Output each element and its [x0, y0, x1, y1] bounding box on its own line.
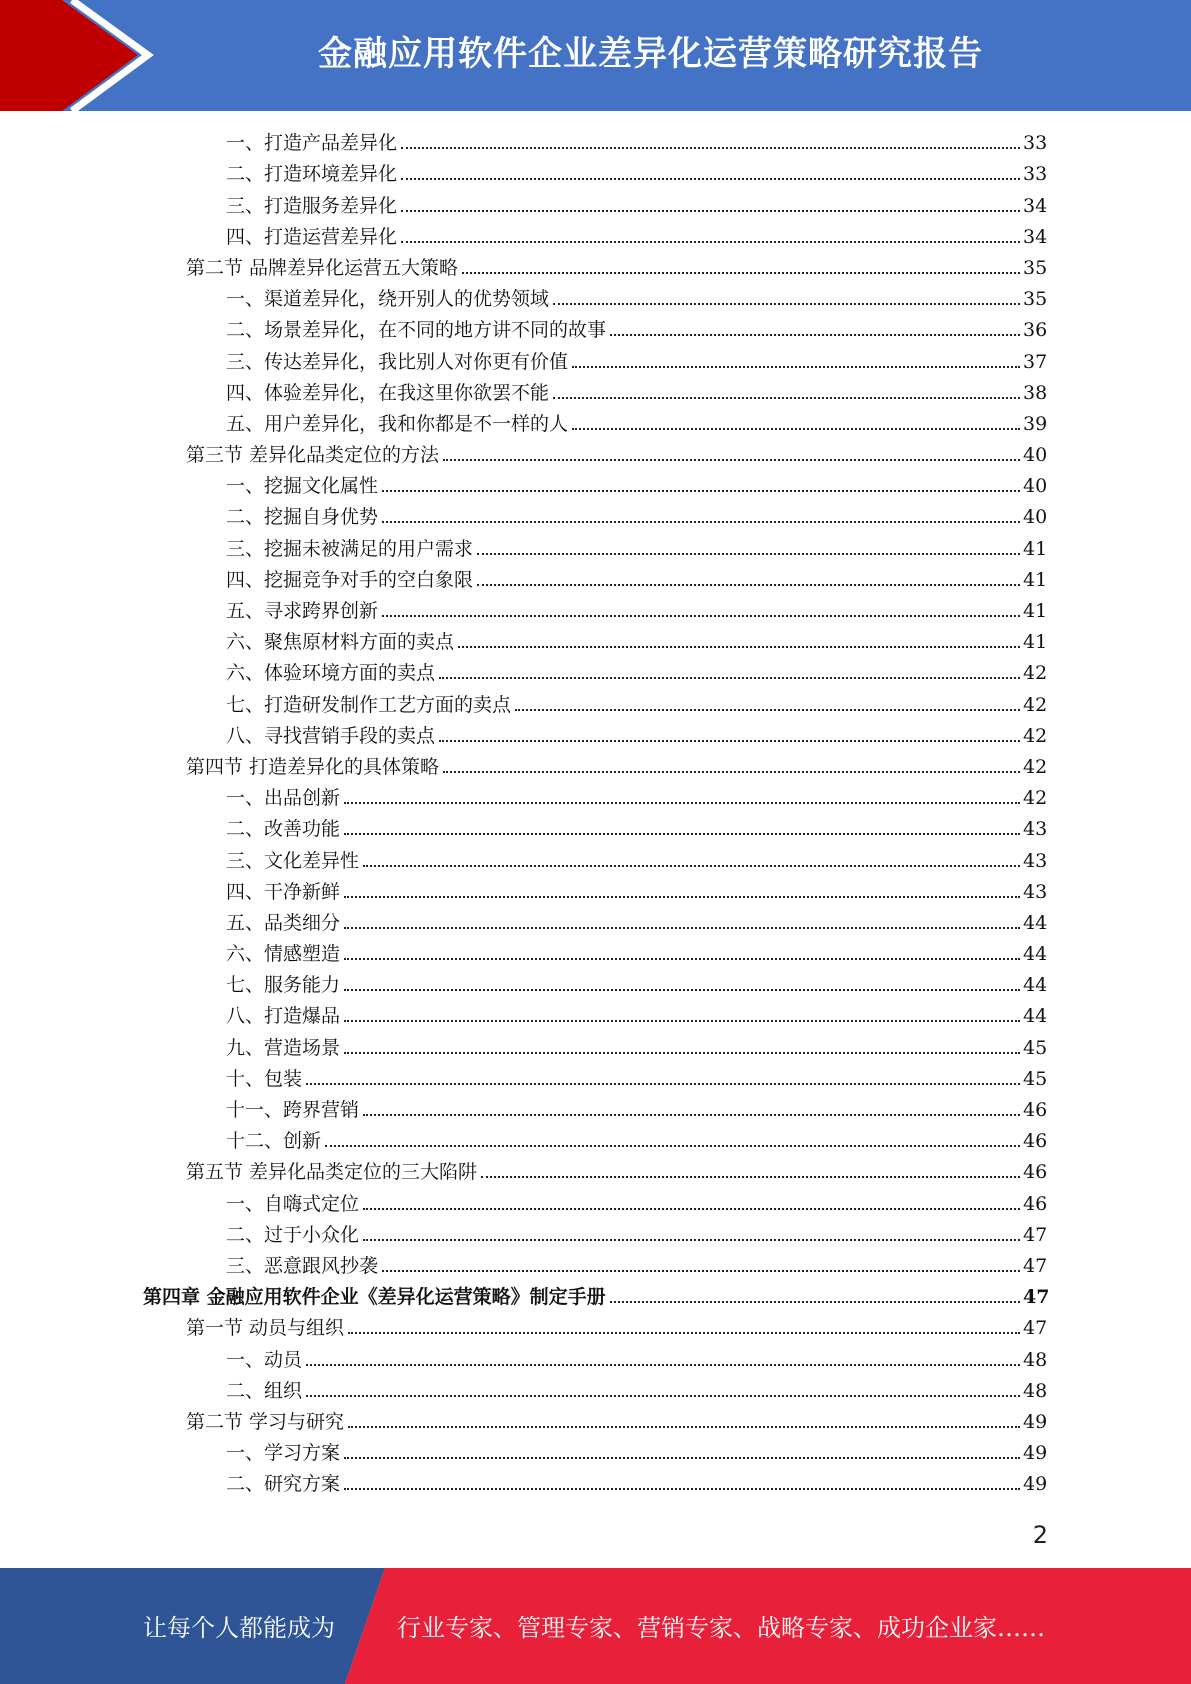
toc-entry-page: 46: [1023, 1161, 1048, 1184]
toc-entry[interactable]: [0, 1156, 1191, 1187]
toc-entry[interactable]: [0, 158, 1191, 189]
toc-entry-title: 六、聚焦原材料方面的卖点: [226, 631, 455, 654]
toc-entry-title: 四、体验差异化，在我这里你欲罢不能: [226, 381, 550, 404]
toc-entry-title: 一、打造产品差异化: [226, 132, 398, 155]
toc-dot-leader: [401, 210, 1020, 212]
toc-entry[interactable]: [0, 1281, 1191, 1312]
toc-entry[interactable]: [0, 720, 1191, 751]
toc-entry[interactable]: [0, 345, 1191, 376]
toc-entry-page: 40: [1023, 444, 1048, 467]
toc-dot-leader: [344, 1052, 1020, 1054]
toc-dot-leader: [477, 553, 1020, 555]
toc-entry-page: 40: [1023, 506, 1048, 529]
toc-entry[interactable]: [0, 189, 1191, 220]
toc-entry-title: 第二节 品牌差异化运营五大策略: [186, 256, 459, 279]
toc-dot-leader: [572, 366, 1020, 368]
toc-entry-title: 一、动员: [226, 1348, 303, 1371]
toc-entry-title: 第四章 金融应用软件企业《差异化运营策略》制定手册: [143, 1286, 606, 1309]
toc-entry-page: 46: [1023, 1099, 1048, 1121]
toc-dot-leader: [553, 303, 1020, 305]
toc-dot-leader: [382, 1270, 1020, 1272]
toc-entry[interactable]: [0, 1375, 1191, 1406]
toc-entry-title: 二、挖掘自身优势: [226, 506, 379, 529]
toc-entry-page: 42: [1023, 693, 1048, 716]
toc-dot-leader: [344, 927, 1020, 929]
toc-entry-page: 47: [1023, 1223, 1048, 1246]
toc-dot-leader: [348, 1332, 1020, 1334]
toc-entry-title: 四、打造运营差异化: [226, 225, 398, 248]
toc-entry[interactable]: [0, 283, 1191, 314]
toc-entry[interactable]: [0, 626, 1191, 657]
toc-entry-page: 47: [1023, 1317, 1048, 1340]
toc-entry[interactable]: [0, 813, 1191, 844]
toc-entry-title: 第四节 打造差异化的具体策略: [186, 755, 440, 778]
toc-entry[interactable]: [0, 501, 1191, 532]
toc-entry-page: 42: [1023, 724, 1048, 747]
toc-dot-leader: [363, 1239, 1020, 1241]
toc-entry[interactable]: [0, 1125, 1191, 1156]
toc-entry[interactable]: [0, 1031, 1191, 1062]
toc-entry-title: 二、研究方案: [226, 1473, 341, 1496]
toc-entry[interactable]: [0, 657, 1191, 688]
toc-entry-title: 第一节 动员与组织: [186, 1317, 345, 1340]
toc-entry-page: 42: [1023, 662, 1048, 685]
toc-dot-leader: [306, 1395, 1020, 1397]
toc-entry[interactable]: [0, 782, 1191, 813]
toc-entry-title: 十二、创新: [226, 1130, 322, 1153]
toc-entry[interactable]: [0, 377, 1191, 408]
toc-dot-leader: [363, 1114, 1020, 1116]
toc-entry-title: 八、打造爆品: [226, 1005, 341, 1028]
toc-entry-title: 五、用户差异化，我和你都是不一样的人: [226, 412, 569, 435]
toc-entry-title: 一、出品创新: [226, 787, 341, 810]
toc-entry[interactable]: [0, 408, 1191, 439]
toc-entry-page: 34: [1023, 225, 1048, 248]
toc-dot-leader: [344, 802, 1020, 804]
toc-entry-page: 42: [1023, 787, 1048, 810]
toc-entry-page: 46: [1023, 1130, 1048, 1153]
toc-entry[interactable]: [0, 1437, 1191, 1468]
toc-dot-leader: [553, 397, 1020, 399]
toc-entry-title: 二、场景差异化，在不同的地方讲不同的故事: [226, 319, 607, 342]
toc-entry-title: 一、渠道差异化，绕开别人的优势领域: [226, 288, 550, 311]
toc-entry-page: 33: [1023, 132, 1048, 155]
report-title: 金融应用软件企业差异化运营策略研究报告: [318, 34, 983, 74]
toc-entry-page: 44: [1023, 911, 1048, 934]
toc-dot-leader: [458, 646, 1020, 648]
toc-dot-leader: [344, 1020, 1020, 1022]
toc-entry[interactable]: [0, 876, 1191, 907]
toc-dot-leader: [348, 1426, 1020, 1428]
toc-dot-leader: [439, 677, 1020, 679]
toc-entry-title: 第五节 差异化品类定位的三大陷阱: [186, 1161, 478, 1184]
toc-entry-page: 44: [1023, 1005, 1048, 1028]
toc-entry[interactable]: [0, 314, 1191, 345]
toc-entry-title: 三、文化差异性: [226, 849, 360, 872]
toc-entry-title: 三、挖掘未被满足的用户需求: [226, 537, 474, 560]
toc-entry-page: 35: [1023, 288, 1048, 311]
toc-entry-title: 十一、跨界营销: [226, 1099, 360, 1121]
toc-entry-page: 42: [1023, 755, 1048, 778]
toc-entry-page: 35: [1023, 256, 1048, 279]
toc-entry-title: 四、干净新鲜: [226, 880, 341, 903]
toc-dot-leader: [344, 1488, 1020, 1490]
toc-entry-page: 48: [1023, 1348, 1048, 1371]
toc-dot-leader: [443, 459, 1020, 461]
toc-entry-page: 45: [1023, 1067, 1048, 1090]
toc-entry[interactable]: [0, 688, 1191, 719]
toc-entry-title: 五、品类细分: [226, 911, 341, 934]
toc-dot-leader: [401, 147, 1020, 149]
toc-entry[interactable]: [0, 1468, 1191, 1499]
toc-entry-page: 44: [1023, 974, 1048, 997]
footer-slogan-right: 行业专家、管理专家、营销专家、战略专家、成功企业家……: [397, 1614, 1045, 1642]
toc-entry-page: 43: [1023, 818, 1048, 841]
toc-entry-page: 41: [1023, 537, 1048, 560]
toc-entry-page: 36: [1023, 319, 1048, 342]
page-number: 2: [1032, 1521, 1048, 1549]
toc-dot-leader: [344, 896, 1020, 898]
page-header: [0, 0, 1191, 111]
toc-entry[interactable]: [0, 221, 1191, 252]
toc-entry-page: 41: [1023, 568, 1048, 591]
toc-entry-page: 48: [1023, 1379, 1048, 1402]
toc-dot-leader: [363, 865, 1020, 867]
toc-dot-leader: [477, 584, 1020, 586]
toc-dot-leader: [462, 272, 1020, 274]
toc-dot-leader: [344, 1457, 1020, 1459]
toc-entry-page: 44: [1023, 943, 1048, 966]
toc-entry-title: 五、寻求跨界创新: [226, 600, 379, 622]
toc-dot-leader: [382, 490, 1020, 492]
toc-dot-leader: [306, 1083, 1020, 1085]
toc-entry[interactable]: [0, 907, 1191, 938]
toc-entry-page: 41: [1023, 600, 1048, 622]
toc-entry-page: 41: [1023, 631, 1048, 654]
toc-entry-title: 一、挖掘文化属性: [226, 475, 379, 498]
toc-dot-leader: [439, 740, 1020, 742]
toc-entry[interactable]: [0, 969, 1191, 1000]
toc-entry[interactable]: [0, 751, 1191, 782]
toc-entry-title: 八、寻找营销手段的卖点: [226, 724, 436, 747]
toc-entry-title: 一、学习方案: [226, 1442, 341, 1465]
toc-entry-title: 二、打造环境差异化: [226, 163, 398, 186]
toc-dot-leader: [363, 1208, 1020, 1210]
toc-entry[interactable]: [0, 470, 1191, 501]
toc-entry-page: 39: [1023, 412, 1048, 435]
toc-dot-leader: [443, 771, 1020, 773]
toc-dot-leader: [344, 989, 1020, 991]
toc-dot-leader: [382, 615, 1020, 617]
toc-entry[interactable]: [0, 1063, 1191, 1094]
toc-entry-title: 一、自嗨式定位: [226, 1192, 360, 1215]
toc-entry-title: 七、打造研发制作工艺方面的卖点: [226, 693, 512, 716]
toc-entry-title: 七、服务能力: [226, 974, 341, 997]
toc-dot-leader: [344, 833, 1020, 835]
toc-entry[interactable]: [0, 595, 1191, 626]
toc-entry-page: 38: [1023, 381, 1048, 404]
toc-dot-leader: [306, 1364, 1020, 1366]
toc-entry[interactable]: [0, 938, 1191, 969]
page-footer: [0, 1568, 1191, 1684]
toc-dot-leader: [572, 428, 1020, 430]
toc-entry[interactable]: [0, 1187, 1191, 1218]
toc-entry-page: 45: [1023, 1036, 1048, 1059]
toc-dot-leader: [481, 1176, 1020, 1178]
toc-entry[interactable]: [0, 252, 1191, 283]
toc-entry[interactable]: [0, 1000, 1191, 1031]
toc-entry-title: 第三节 差异化品类定位的方法: [186, 444, 440, 467]
toc-entry[interactable]: [0, 1406, 1191, 1437]
toc-entry[interactable]: [0, 439, 1191, 470]
toc-entry-title: 第二节 学习与研究: [186, 1410, 345, 1433]
toc-entry-title: 六、情感塑造: [226, 943, 341, 966]
toc-dot-leader: [610, 1301, 1020, 1303]
toc-dot-leader: [515, 709, 1020, 711]
toc-entry[interactable]: [0, 127, 1191, 158]
toc-entry-title: 二、改善功能: [226, 818, 341, 841]
toc-entry[interactable]: [0, 844, 1191, 875]
toc-entry-page: 47: [1023, 1286, 1050, 1309]
table-of-contents: [0, 127, 1191, 1499]
toc-entry[interactable]: [0, 1312, 1191, 1343]
toc-entry-page: 49: [1023, 1473, 1048, 1496]
toc-entry-title: 三、传达差异化，我比别人对你更有价值: [226, 350, 569, 373]
toc-entry-page: 49: [1023, 1442, 1048, 1465]
toc-entry-page: 33: [1023, 163, 1048, 186]
toc-entry-page: 43: [1023, 849, 1048, 872]
toc-entry-page: 47: [1023, 1254, 1048, 1277]
toc-entry-page: 43: [1023, 880, 1048, 903]
toc-dot-leader: [325, 1145, 1020, 1147]
toc-entry-title: 三、打造服务差异化: [226, 194, 398, 217]
toc-entry[interactable]: [0, 1250, 1191, 1281]
toc-dot-leader: [344, 958, 1020, 960]
toc-entry-title: 二、过于小众化: [226, 1223, 360, 1246]
toc-entry[interactable]: [0, 532, 1191, 563]
toc-entry[interactable]: [0, 1219, 1191, 1250]
toc-entry-title: 九、营造场景: [226, 1036, 341, 1059]
toc-entry-title: 四、挖掘竞争对手的空白象限: [226, 568, 474, 591]
toc-entry-title: 三、恶意跟风抄袭: [226, 1254, 379, 1277]
toc-entry-page: 37: [1023, 350, 1048, 373]
toc-entry[interactable]: [0, 564, 1191, 595]
toc-dot-leader: [382, 521, 1020, 523]
toc-dot-leader: [610, 334, 1020, 336]
toc-entry-page: 46: [1023, 1192, 1048, 1215]
toc-dot-leader: [401, 241, 1020, 243]
toc-entry-title: 十、包装: [226, 1067, 303, 1090]
toc-entry-title: 六、体验环境方面的卖点: [226, 662, 436, 685]
toc-entry[interactable]: [0, 1094, 1191, 1125]
toc-entry-page: 49: [1023, 1410, 1048, 1433]
toc-entry-title: 二、组织: [226, 1379, 303, 1402]
toc-dot-leader: [401, 178, 1020, 180]
toc-entry-page: 34: [1023, 194, 1048, 217]
toc-entry[interactable]: [0, 1343, 1191, 1374]
footer-slogan-left: 让每个人都能成为: [143, 1614, 335, 1642]
toc-entry-page: 40: [1023, 475, 1048, 498]
